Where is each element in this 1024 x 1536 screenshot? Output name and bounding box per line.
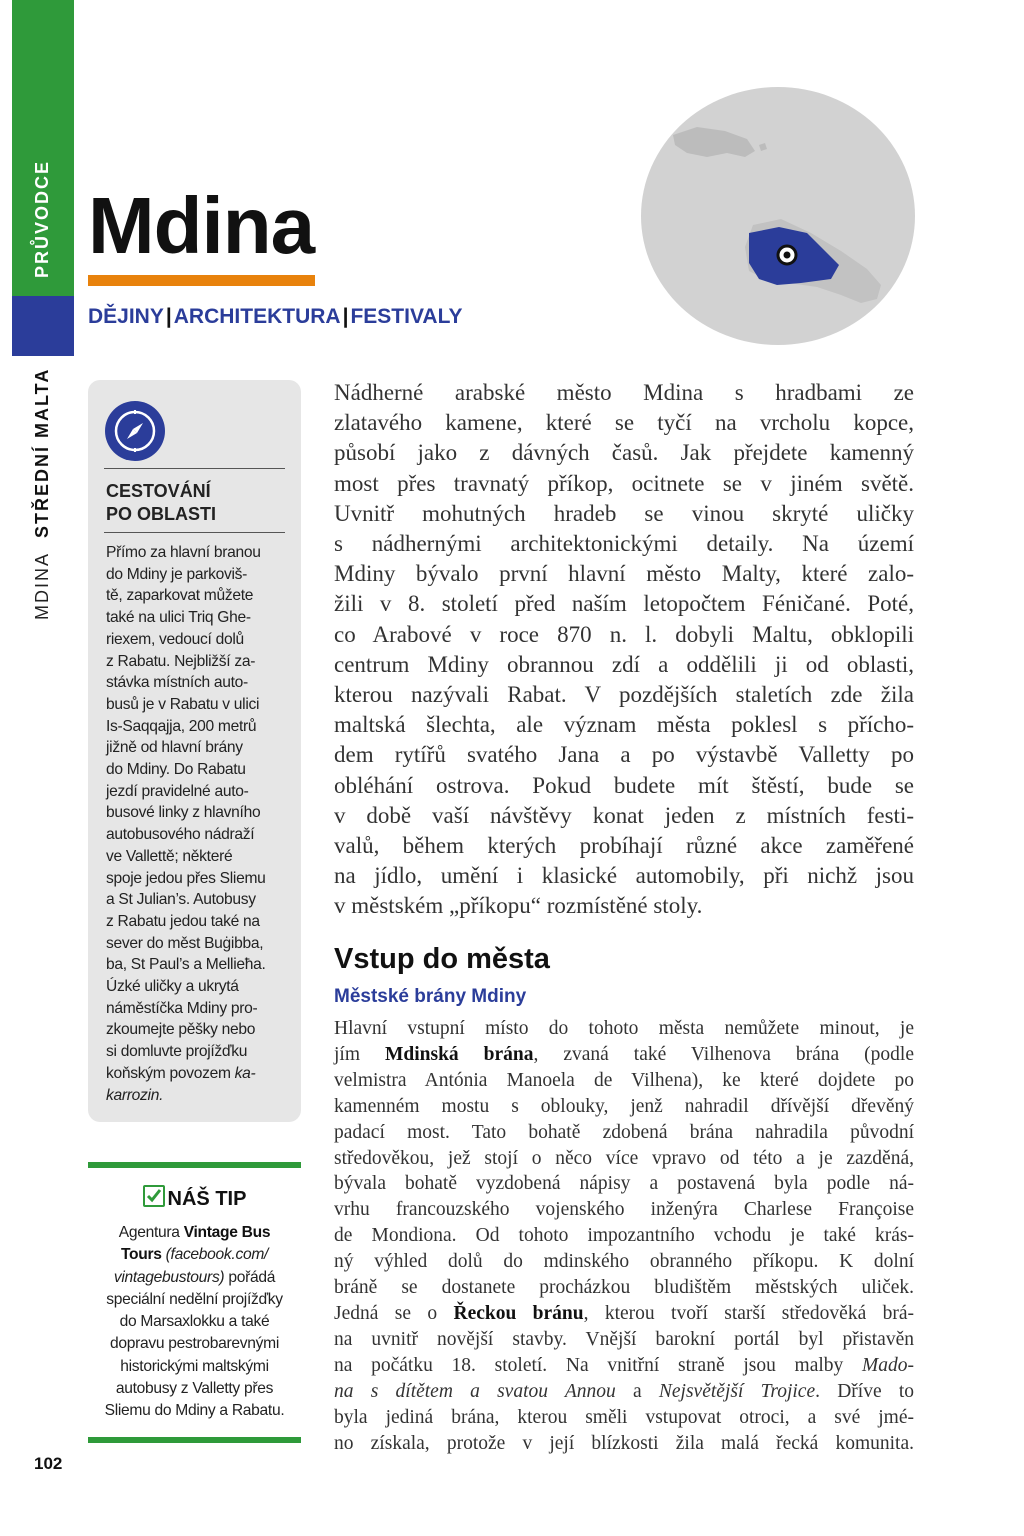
sidebar-heading: CESTOVÁNÍ PO OBLASTI [106, 481, 217, 524]
tip-heading: NÁŠ TIP [88, 1185, 301, 1211]
section-heading: Vstup do města [334, 943, 550, 975]
topic-festivals: FESTIVALY [350, 305, 463, 328]
sidebar-divider [104, 468, 285, 469]
tip-rule [88, 1437, 301, 1443]
tip-rule [88, 1162, 301, 1168]
body-paragraph: Hlavní vstupní místo do tohoto města nemůžete minout, je jím Mdinská brána, zvaná také Vilhenova brána (podle velmistra Antónia Manoela de Vilhena), ke které dojdete po kamenném mostu s oblouky, jenž nahradil dřívější dřevěný padací most. Tato bohatě zdobená brána nahradila původní středověkou, jež stojí o něco více vpravo od této a je zazděná, bývala bohatě vyzdobená nápisy a postavená byla podle ná- vrhu francouzského vojenského inženýra Charlese Françoise de Mondiona. Od tohoto impozantního vchodu je také krás- ný výhled dolů do mdinského obranného příkopu. K dolní bráně se dostanete procházkou bludištěm městských uliček. Jedná se o Řeckou bránu, kterou tvoří starší středověká brá- na uvnitř novější stavby. Vnější barokní portál byl přistavěn na počátku 18. století. Na vnitřní straně jsou malby Mado- na s dítětem a svatou Annou a Nejsvětější Trojice. Dříve to byla jediná brána, kterou směli vstupovat otroci, a své jmé- no získala, protože v její blízkosti žila malá řecká komunita. [334, 1018, 914, 1454]
topic-history: DĚJINY [88, 305, 164, 328]
tip-text: Agentura Vintage Bus Tours (facebook.com/ vintagebustours) pořádá speciální nedělní projížďky do Marsaxlokku a také dopravu pestrobarevnými historickými maltskými autobusy z Valletty přes Sliemu do Mdiny a Rabatu. [104, 1224, 285, 1420]
compass-icon [104, 400, 166, 462]
region-label: MDINA STŘEDNÍ MALTA [32, 367, 52, 620]
section-tab-accent [12, 296, 74, 356]
sidebar-divider [104, 532, 285, 533]
topic-architecture: ARCHITEKTURA [173, 305, 341, 328]
topics-bar: DĚJINY|ARCHITEKTURA|FESTIVALY [88, 305, 463, 328]
section-tab-label: PRŮVODCE [32, 159, 52, 278]
title-underline [88, 275, 315, 286]
subsection-heading: Městské brány Mdiny [334, 986, 527, 1007]
sidebar-text: Přímo za hlavní branou do Mdiny je parkoviš- tě, zaparkovat můžete také na ulici Triq Ghe- riexem, vedoucí dolů z Rabatu. Nejbližší za- stávka místních auto- busů je v Rabatu v ulici Is-Saqqajja, 200 metrů jižně od hlavní brány do Mdiny. Do Rabatu jezdí pravidelné auto- busové linky z hlavního autobusového nádraží ve Vallettě; některé spoje jedou přes Sliemu a St Julian’s. Autobusy z Rabatu jedou také na sever do měst Buġibba, ba, St Paul’s a Mellieħa. Úzké uličky a ukrytá náměstíčka Mdiny pro- zkoumejte pěšky nebo si domluvte projížďku koňským povozem ka- karrozin. [106, 544, 266, 1104]
malta-locator-map-icon [641, 87, 915, 345]
page-title: Mdina [88, 181, 315, 270]
checkbox-icon [143, 1185, 165, 1207]
page-number: 102 [34, 1454, 63, 1473]
intro-paragraph: Nádherné arabské město Mdina s hradbami ze zlatavého kamene, které se tyčí na vrcholu kopce, působí jako z dávných časů. Jak přejdete kamenný most přes travnatý příkop, ocitnete se v jiném světě. Uvnitř mohutných hradeb se vinou skryté uličky s nádhernými architektonickými detaily. Na území Mdiny bývalo první hlavní město Malty, které zalo- žili v 8. století před naším letopočtem Féničané. Poté, co Arabové v roce 870 n. l. dobyli Maltu, obklopili centrum Mdiny obrannou zdí a oddělili ji od oblasti, kterou nazývali Rabat. V pozdějších staletích zde žila maltská šlechta, ale význam města poklesl s přícho- dem rytířů svatého Jana a po výstavbě Valletty po obléhání ostrova. Pokud budete mít štěstí, bude se v době vaší návštěvy konat jeden z místních festi- valů, během kterých probíhají různé akce zaměřené na jídlo, umění i klasické automobily, při nichž jsou v městském „příkopu“ rozmístěné stoly. [334, 380, 914, 919]
